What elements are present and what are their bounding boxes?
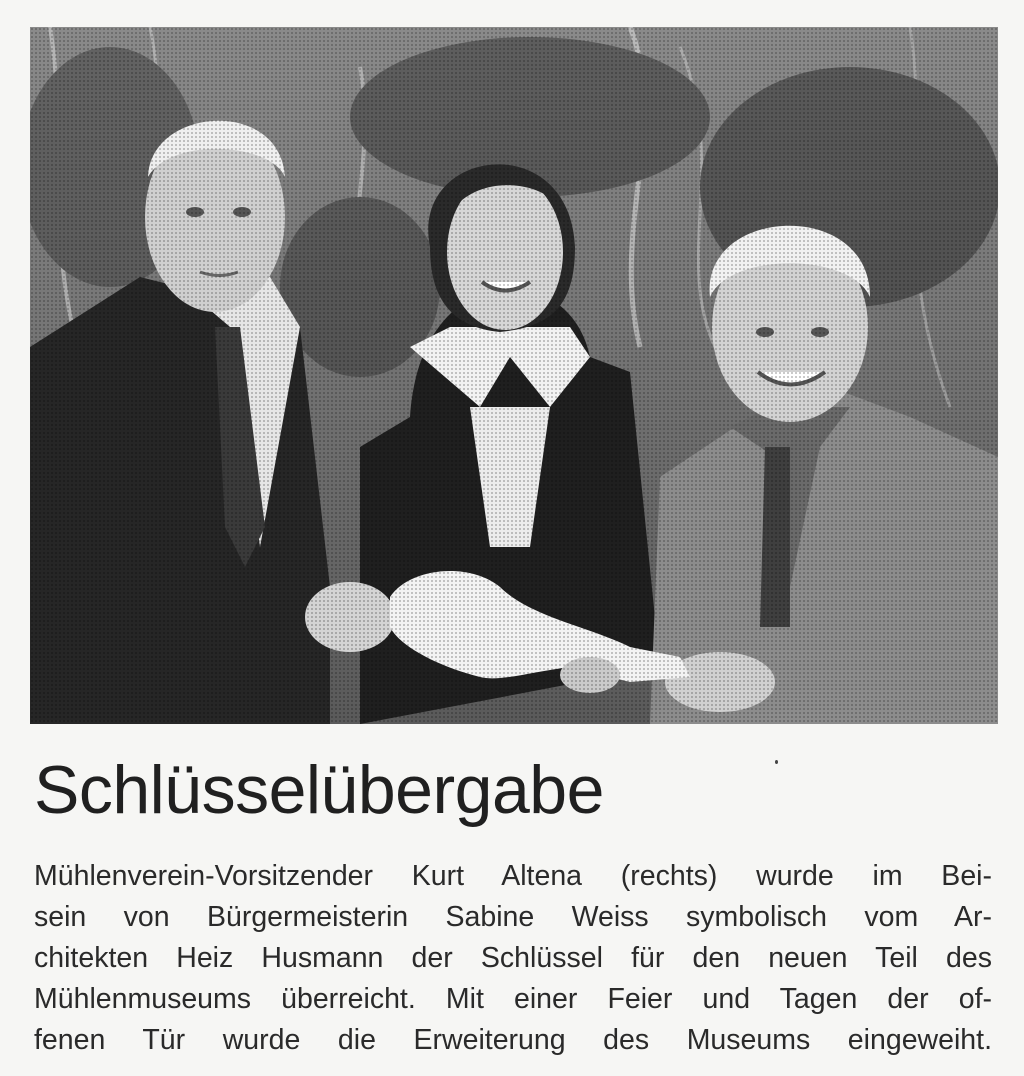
caption-line: chitekten Heiz Husmann der Schlüssel für den neuen Teil des (34, 942, 992, 974)
halftone-overlay (30, 27, 998, 724)
caption-line: fenen Tür wurde die Erweiterung des Museums eingeweiht. (34, 1024, 992, 1056)
photo-caption (34, 856, 992, 1061)
article-photo (30, 27, 998, 724)
headline: Schlüsselübergabe (34, 752, 604, 828)
caption-line: sein von Bürgermeisterin Sabine Weiss symbolisch vom Ar- (34, 901, 992, 933)
caption-line: Mühlenmuseums überreicht. Mit einer Feier und Tagen der of- (34, 983, 992, 1015)
caption-line: Mühlenverein-Vorsitzender Kurt Altena (rechts) wurde im Bei- (34, 860, 992, 892)
